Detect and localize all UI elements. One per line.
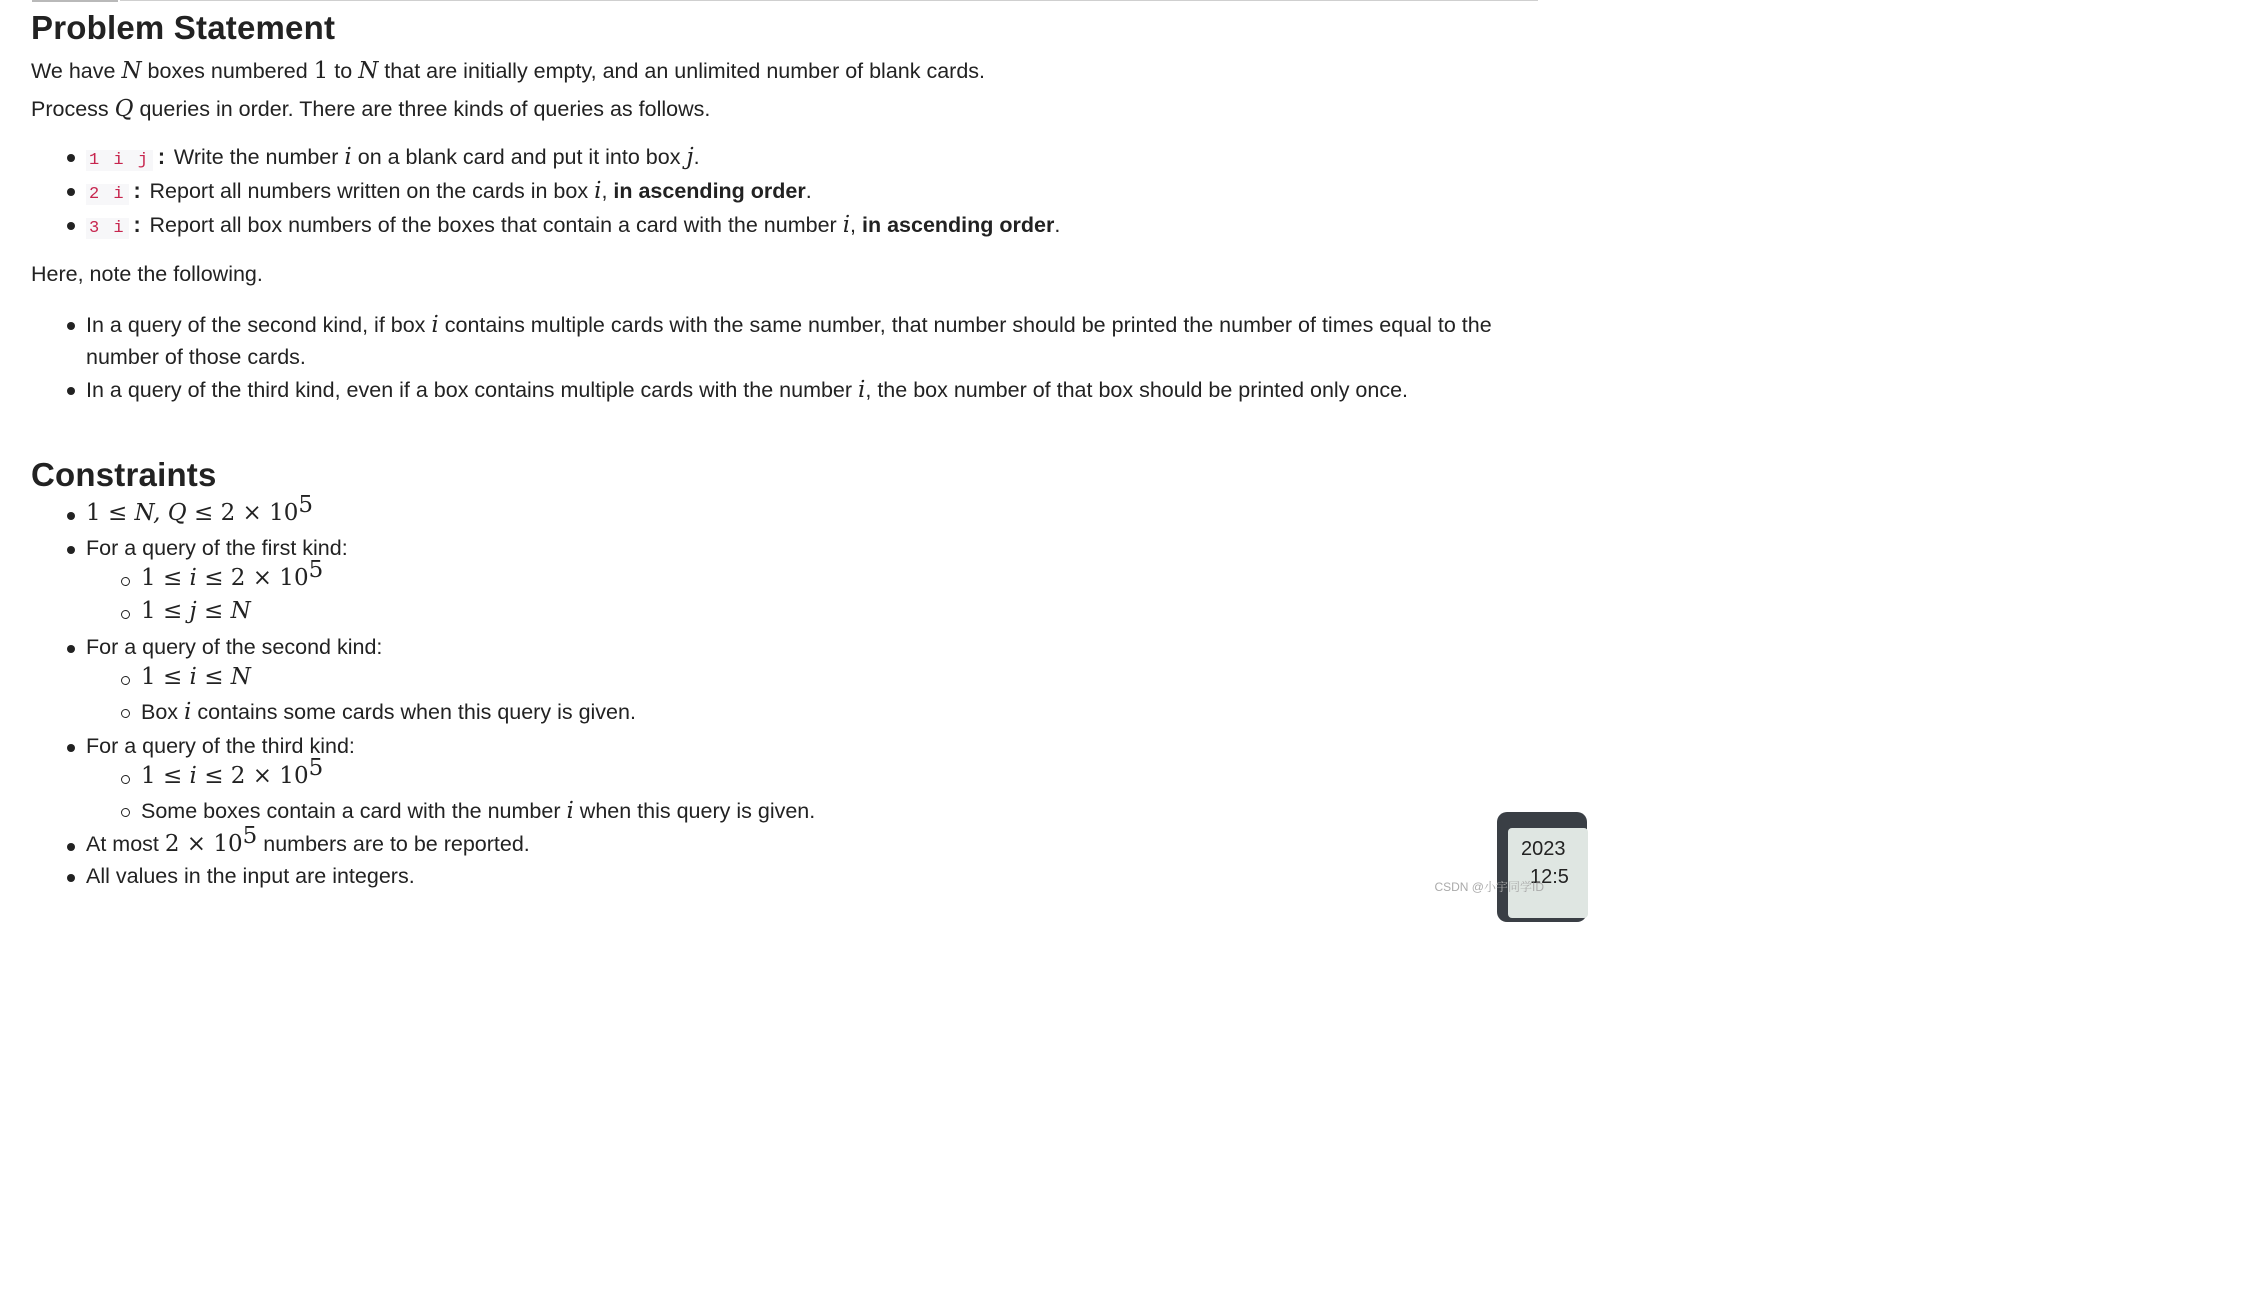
constraint-first-kind-i <box>141 556 324 591</box>
constraint-second-kind-box <box>141 699 636 725</box>
bullet <box>67 222 75 230</box>
math: 1 ≤ <box>141 565 190 591</box>
math: 1 ≤ <box>141 763 190 789</box>
math-exponent: 5 <box>308 754 324 781</box>
sub-bullet <box>121 709 130 718</box>
text: . <box>805 179 812 203</box>
math-num: 1 <box>313 58 329 84</box>
text: . <box>693 145 700 169</box>
math-var: i <box>189 763 197 789</box>
text: , <box>850 213 862 237</box>
sub-bullet <box>121 577 130 586</box>
text: boxes numbered <box>141 59 314 83</box>
clock-time: 12:5 <box>1530 866 1569 888</box>
text: , <box>601 179 614 203</box>
bullet <box>67 154 75 162</box>
emphasis: in ascending order <box>613 179 806 203</box>
text: Write the number <box>173 145 345 169</box>
query-code: 3 i <box>86 218 129 239</box>
constraint-integers: All values in the input are integers. <box>86 864 415 888</box>
note-item-1-continued: number of those cards. <box>86 345 306 369</box>
bullet <box>67 546 75 554</box>
text: . <box>1054 213 1061 237</box>
constraint-third-kind-box <box>141 798 815 824</box>
constraint-max-reported <box>86 822 530 857</box>
math-exponent: 5 <box>298 491 313 518</box>
bullet <box>67 645 75 653</box>
text: contains some cards when this query is given. <box>191 700 636 724</box>
watermark: CSDN @小宇同学ID <box>1434 880 1544 894</box>
constraint-first-kind: For a query of the first kind: <box>86 536 348 560</box>
math-var: i <box>189 565 197 591</box>
math-var: i <box>858 377 866 403</box>
bullet <box>67 387 75 395</box>
header-divider <box>120 0 1538 1</box>
math-var: i <box>344 144 352 170</box>
text: In a query of the second kind, if box <box>86 313 432 337</box>
math-var: i <box>189 664 197 690</box>
sub-bullet <box>121 808 130 817</box>
text: Report all box numbers of the boxes that contain a card with the number <box>149 213 843 237</box>
text: At most <box>86 832 165 856</box>
query-item-1 <box>86 144 700 171</box>
math-var: N <box>230 598 251 624</box>
text: We have <box>31 59 122 83</box>
math: ≤ 2 × 10 <box>196 565 309 591</box>
constraint-third-kind: For a query of the third kind: <box>86 734 355 758</box>
text: contains multiple cards with the same number, that number should be printed the number of times equal to the <box>438 313 1492 337</box>
problem-paragraph-1 <box>31 58 985 84</box>
text: queries in order. There are three kinds of queries as follows. <box>133 97 711 121</box>
sub-bullet <box>121 610 130 619</box>
header-divider-accent <box>32 0 118 2</box>
text: In a query of the third kind, even if a box contains multiple cards with the number <box>86 378 859 402</box>
sub-bullet <box>121 775 130 784</box>
bullet <box>67 744 75 752</box>
math-var: j <box>686 144 694 170</box>
problem-paragraph-2 <box>31 96 710 122</box>
math-var: i <box>594 178 602 204</box>
constraint-n-q <box>86 491 313 526</box>
note-item-2 <box>86 377 1408 403</box>
emphasis: in ascending order <box>862 213 1055 237</box>
colon: : <box>155 147 168 171</box>
bullet <box>67 843 75 851</box>
text: Report all numbers written on the cards in box <box>149 179 595 203</box>
note-intro: Here, note the following. <box>31 262 263 286</box>
constraint-first-kind-j <box>141 598 251 624</box>
text: that are initially empty, and an unlimited number of blank cards. <box>378 59 986 83</box>
math: 1 ≤ <box>141 664 190 690</box>
query-code: 2 i <box>86 184 129 205</box>
math-exponent: 5 <box>308 556 324 583</box>
constraint-third-kind-i <box>141 754 324 789</box>
math-var: N <box>121 58 142 84</box>
bullet <box>67 512 75 520</box>
text: to <box>328 59 359 83</box>
math-var: N, Q <box>134 500 187 526</box>
problem-statement-heading: Problem Statement <box>31 9 336 46</box>
math-var: i <box>431 312 439 338</box>
bullet <box>67 188 75 196</box>
text: when this query is given. <box>573 799 816 823</box>
text: on a blank card and put it into box <box>351 145 687 169</box>
text: numbers are to be reported. <box>257 832 530 856</box>
text: Process <box>31 97 115 121</box>
math-var: N <box>358 58 379 84</box>
math: ≤ 2 × 10 <box>196 763 309 789</box>
math-var: i <box>566 798 574 824</box>
constraint-second-kind: For a query of the second kind: <box>86 635 383 659</box>
math-var: N <box>230 664 251 690</box>
sub-bullet <box>121 676 130 685</box>
math: 1 ≤ <box>86 500 135 526</box>
math-exponent: 5 <box>242 822 258 849</box>
bullet <box>67 874 75 882</box>
math: ≤ <box>196 598 231 624</box>
constraint-second-kind-i <box>141 664 251 690</box>
bullet <box>67 322 75 330</box>
colon: : <box>130 181 144 205</box>
math: ≤ 2 × 10 <box>186 500 299 526</box>
query-item-2 <box>86 178 812 205</box>
math-var: i <box>842 212 851 238</box>
math: 1 ≤ <box>141 598 190 624</box>
math-var: Q <box>114 96 134 122</box>
text: Some boxes contain a card with the number <box>141 799 567 823</box>
note-item-1 <box>86 312 1492 338</box>
colon: : <box>130 215 144 239</box>
math: 2 × 10 <box>164 831 243 857</box>
text: , the box number of that box should be printed only once. <box>865 378 1409 402</box>
constraints-heading: Constraints <box>31 456 217 493</box>
math-var: i <box>184 699 192 725</box>
text: Box <box>141 700 185 724</box>
clock-date: 2023 <box>1521 838 1566 860</box>
math-var: j <box>189 598 197 624</box>
query-code: 1 i j <box>86 150 153 171</box>
query-item-3 <box>86 212 1060 239</box>
math: ≤ <box>196 664 231 690</box>
